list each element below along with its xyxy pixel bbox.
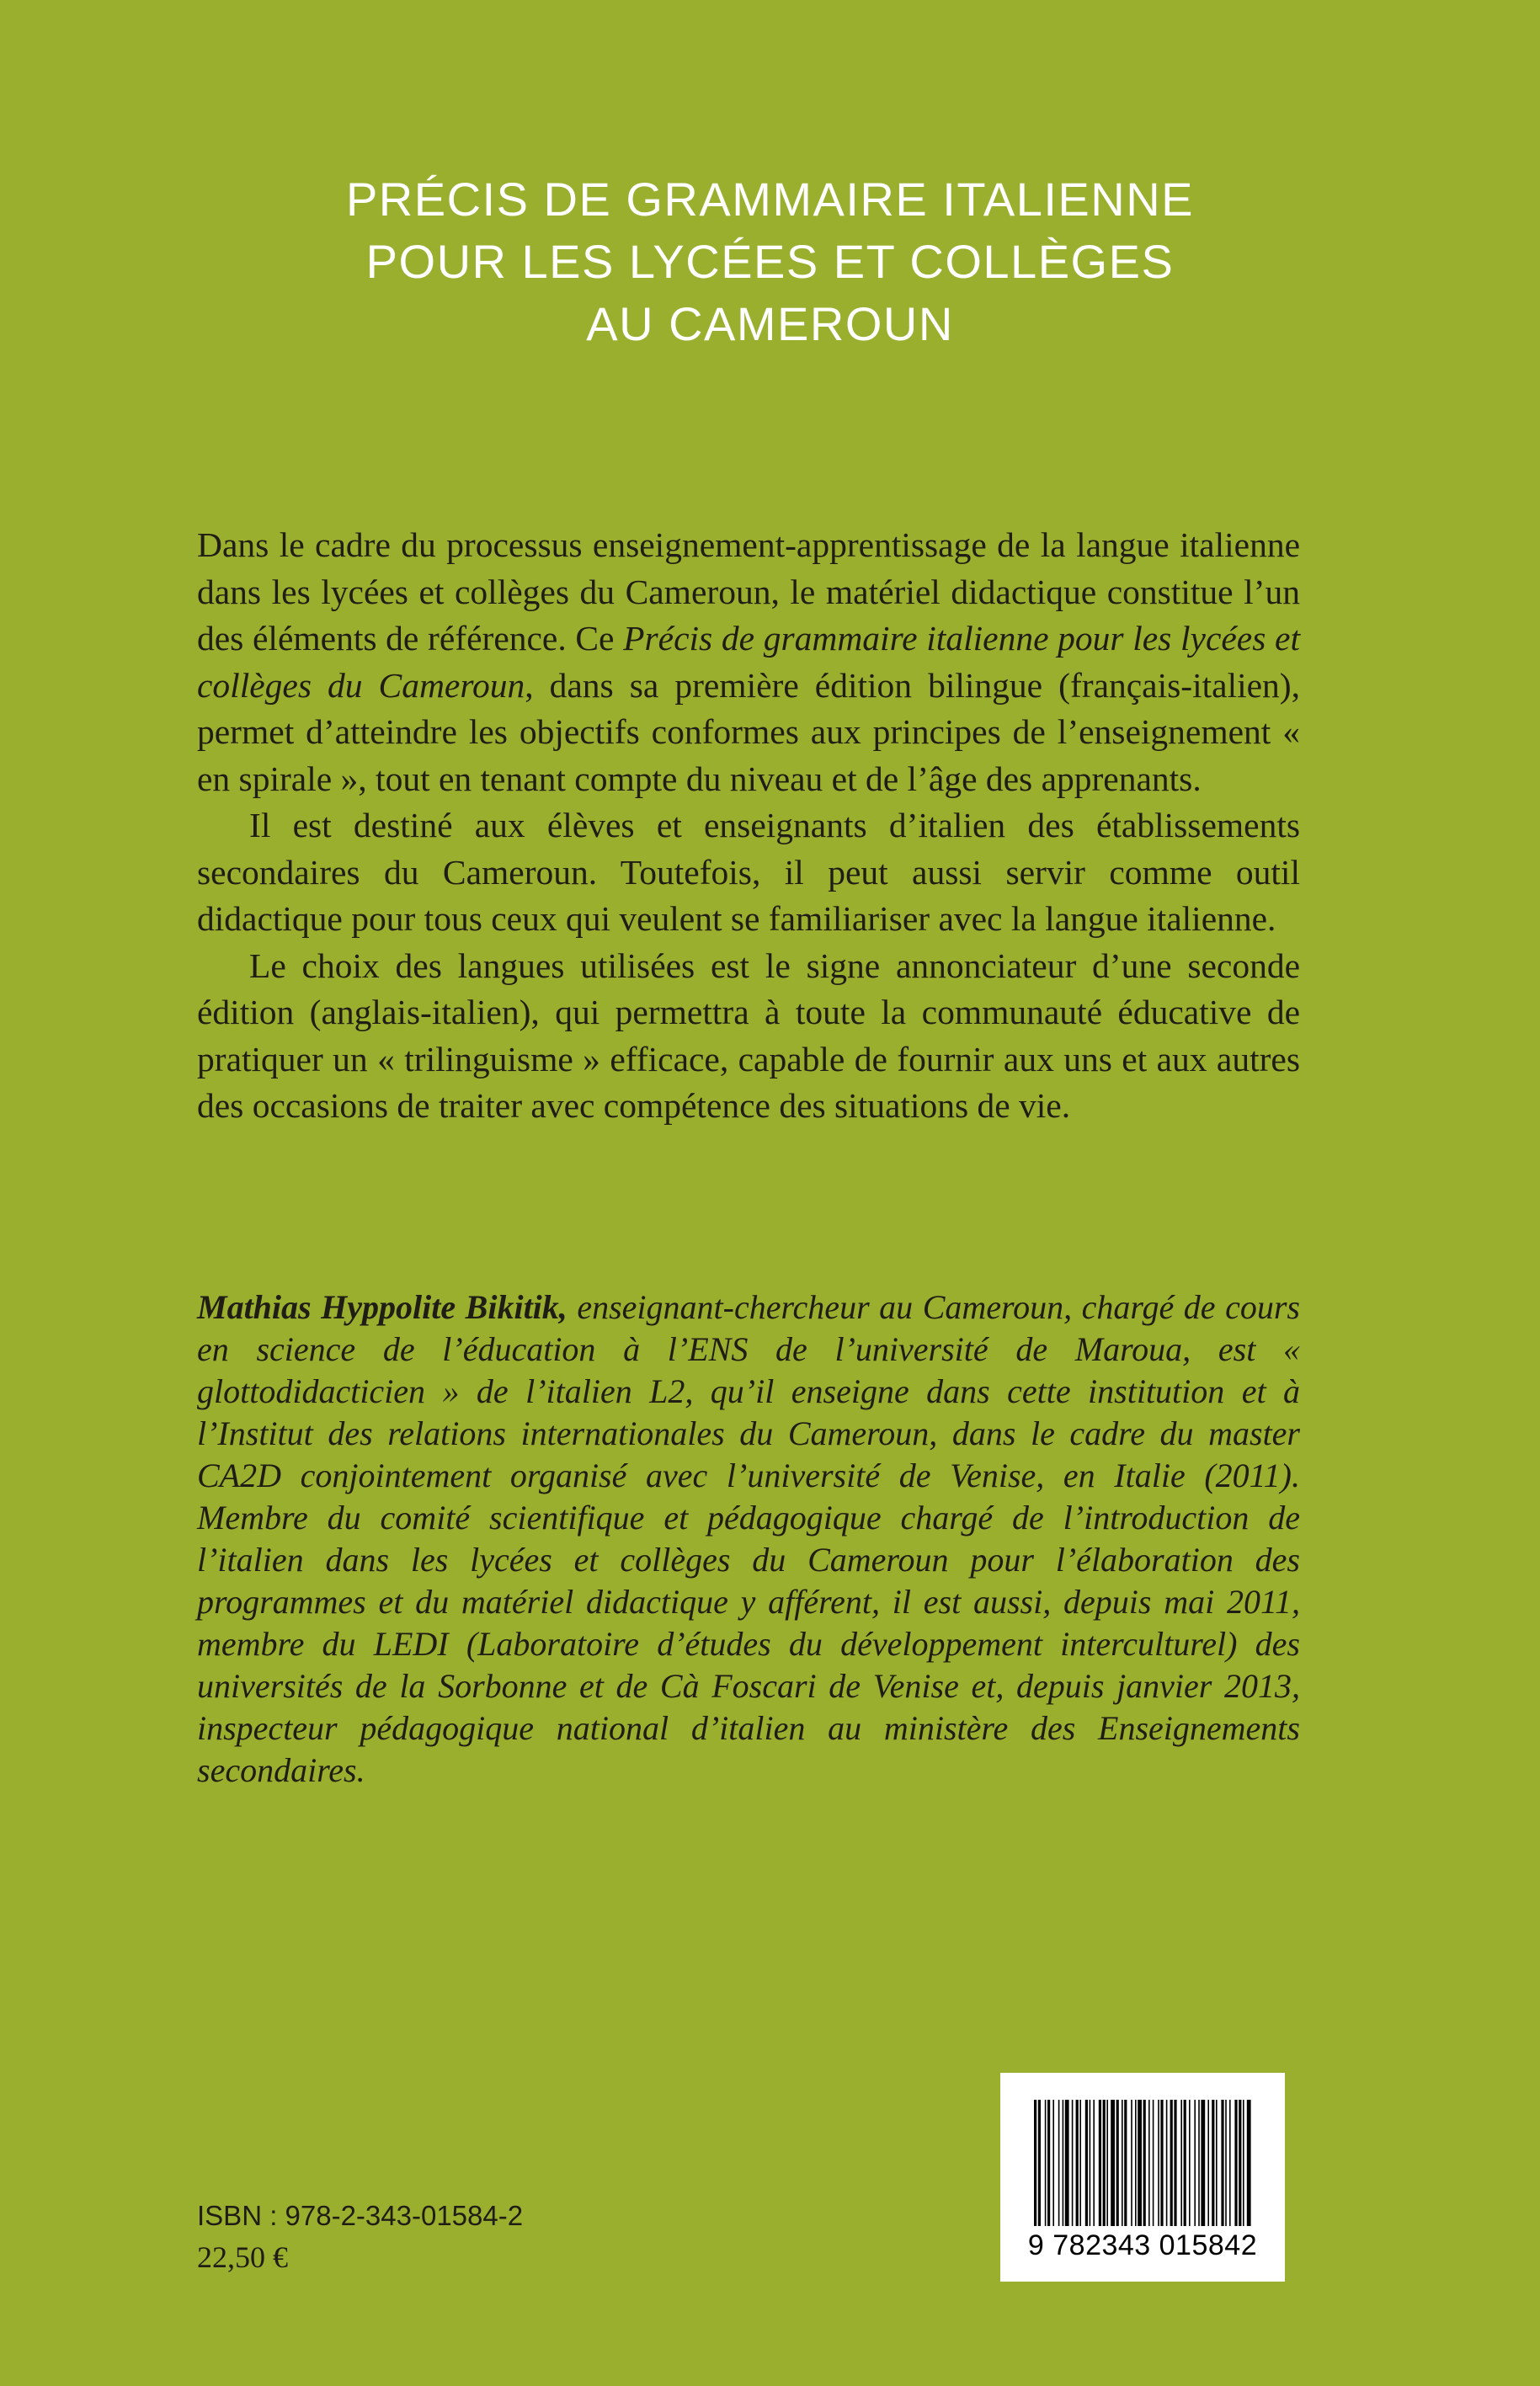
barcode-bar [1212,2100,1214,2226]
barcode-bar [1045,2100,1047,2226]
barcode-bar [1135,2100,1137,2226]
barcode-bar [1207,2100,1209,2226]
barcode-bar [1047,2100,1050,2226]
book-summary [197,522,1300,1130]
barcode-bar [1085,2100,1088,2226]
barcode-bar [1239,2100,1241,2226]
barcode-bar [1131,2100,1132,2226]
barcode-bar [1170,2100,1173,2226]
barcode-bar [1106,2100,1108,2226]
book-title [0,168,1540,355]
barcode-bar [1034,2100,1036,2226]
author-name: Mathias Hyppolite Bikitik, [197,1288,568,1326]
barcode-bar [1065,2100,1069,2226]
barcode-bar [1038,2100,1041,2226]
barcode-bar [1166,2100,1168,2226]
barcode-bar [1216,2100,1218,2226]
barcode-bar [1143,2100,1146,2226]
barcode-bar [1189,2100,1191,2226]
barcode-bar [1072,2100,1074,2226]
title-line-3: AU CAMEROUN [586,297,954,350]
author-bio-text: enseignant-chercheur au Cameroun, chargé de cours en science de l’éducation à l’ENS de l’université de Maroua, est « glottodidacticien » de l’italien L2, qu’il enseigne dans cette institution et à l’Institut des relations internationales du Cameroun, dans le cadre du master CA2D conjointement organisé avec l’université de Venise, en Italie (2011). Membre du comité scientifique et pédagogique chargé de l’introduction de l’italien dans les lycées et collèges du Cameroun pour l’élaboration des programmes et du matériel didactique y afférent, il est aussi, depuis mai 2011, membre du LEDI (Laboratoire d’études du développement interculturel) des universités de la Sorbonne et de Cà Foscari de Venise et, depuis janvier 2013, inspecteur pédagogique national d’italien au ministère des Enseignements secondaires. [197,1288,1300,1789]
barcode-bar [1153,2100,1154,2226]
barcode-bar [1122,2100,1123,2226]
summary-p1-end: , dans sa première édition bilingue (français-italien), permet d’atteindre les objectifs conformes aux principes de l’enseignement « en spirale », tout en tenant compte du niveau et de l’âge des apprenants. [197,665,1300,798]
barcode-bar [1158,2100,1159,2226]
barcode-bar [1160,2100,1163,2226]
barcode-digits: 9 782343 015842 [1027,2229,1258,2261]
barcode-bar [1234,2100,1237,2226]
summary-paragraph-1 [197,522,1300,802]
barcode [1000,2073,1285,2282]
title-line-2: POUR LES LYCÉES ET COLLÈGES [365,235,1175,288]
author-bio [197,1286,1300,1792]
summary-paragraph-3: Le choix des langues utilisées est le signe annonciateur d’une seconde édition (anglais-italien), qui permettra à toute la communauté éducative de pratiquer un « trilinguisme » efficace, capable de fournir aux uns et aux autres des occasions de traiter avec compétence des situations de vie. [197,945,1300,1125]
barcode-bar [1148,2100,1150,2226]
summary-paragraph-2: Il est destiné aux élèves et enseignants d’italien des établissements secondaires du Cameroun. Toutefois, il peut aussi servir comme outil didactique pour tous ceux qui veulent se familiariser avec la langue italienne. [197,806,1300,938]
isbn: ISBN : 978-2-343-01584-2 [197,2200,524,2231]
barcode-bar [1111,2100,1115,2226]
barcode-bar [1138,2100,1142,2226]
barcode-bar [1099,2100,1101,2226]
barcode-bar [1103,2100,1106,2226]
barcode-bar [1058,2100,1060,2226]
barcode-bar [1225,2100,1227,2226]
summary-p1-start: Dans le cadre du processus enseignement-apprentissage de la langue italienne dans les lycées et collèges du Cameroun, le matériel didactique constitue l’un des éléments de référence. Ce [197,525,1300,658]
barcode-bar [1221,2100,1223,2226]
barcode-bar [1079,2100,1081,2226]
barcode-bar [1174,2100,1176,2226]
barcode-bar [1116,2100,1119,2226]
barcode-bar [1180,2100,1182,2226]
barcode-bar [1093,2100,1095,2226]
title-line-1: PRÉCIS DE GRAMMAIRE ITALIENNE [345,173,1195,226]
barcode-bar [1063,2100,1064,2226]
price: 22,50 € [197,2240,288,2274]
barcode-bar [1184,2100,1186,2226]
barcode-bars [1034,2100,1251,2226]
barcode-bar [1090,2100,1091,2226]
barcode-bar [1194,2100,1196,2226]
barcode-bar [1198,2100,1200,2226]
barcode-bar [1243,2100,1244,2226]
barcode-bar [1076,2100,1079,2226]
barcode-bar [1201,2100,1205,2226]
barcode-bar [1229,2100,1231,2226]
barcode-bar [1052,2100,1054,2226]
barcode-bar [1247,2100,1251,2226]
barcode-bar [1124,2100,1127,2226]
summary-p1-book-title: Précis de grammaire italienne pour les lycées et collèges du Cameroun [197,619,1300,705]
